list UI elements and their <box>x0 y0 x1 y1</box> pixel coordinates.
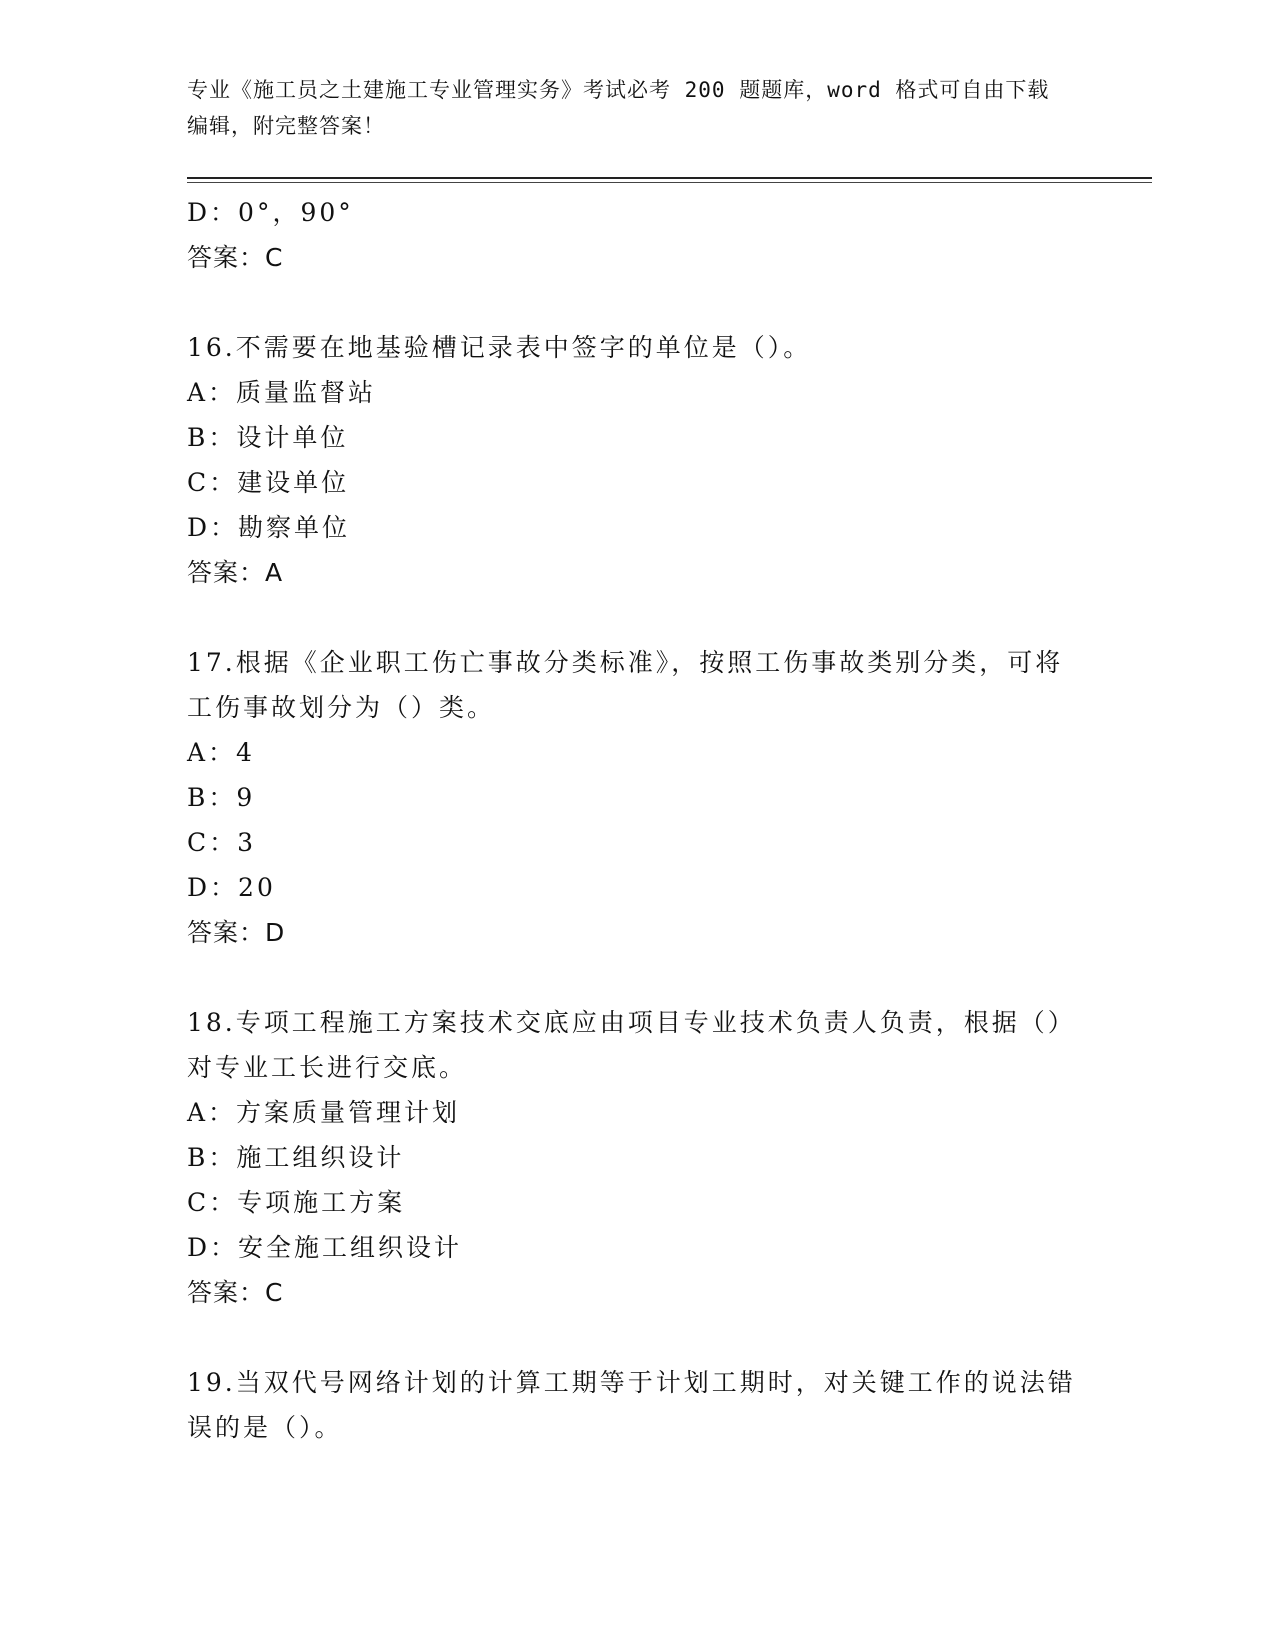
answer-line: 答案：D <box>187 918 286 947</box>
answer-line: 答案：C <box>187 243 284 272</box>
option-a: A：质量监督站 <box>187 378 377 407</box>
answer-line: 答案：A <box>187 558 284 587</box>
question-stem: 16.不需要在地基验槽记录表中签字的单位是（）。 <box>187 333 812 362</box>
option-b: B：设计单位 <box>187 423 349 452</box>
spacer <box>187 1315 1077 1360</box>
question-stem: 19.当双代号网络计划的计算工期等于计划工期时，对关键工作的说法错误的是（）。 <box>187 1368 1076 1442</box>
spacer <box>187 595 1077 640</box>
question-stem: 18.专项工程施工方案技术交底应由项目专业技术负责人负责，根据（）对专业工长进行交底。 <box>187 1008 1076 1082</box>
header-rule-thin <box>187 182 1152 183</box>
option-d: D：20 <box>187 873 276 902</box>
answer-line: 答案：C <box>187 1278 284 1307</box>
question-block <box>187 1360 1077 1450</box>
spacer <box>187 955 1077 1000</box>
question-block <box>187 325 1077 595</box>
option-c: C：建设单位 <box>187 468 350 497</box>
spacer <box>187 280 1077 325</box>
question-content <box>187 190 1077 1450</box>
question-block <box>187 1000 1077 1315</box>
header-rule-thick <box>187 177 1152 179</box>
header-text: 专业《施工员之土建施工专业管理实务》考试必考 200 题题库，word 格式可自由下载编辑，附完整答案！ <box>187 78 1050 138</box>
question-stem: 17.根据《企业职工伤亡事故分类标准》，按照工伤事故类别分类，可将工伤事故划分为（）类。 <box>187 648 1064 722</box>
option-a: A：4 <box>187 738 255 767</box>
page-header <box>187 72 1067 144</box>
option-d: D：安全施工组织设计 <box>187 1233 463 1262</box>
option-d: D：勘察单位 <box>187 513 351 542</box>
option-c: C：3 <box>187 828 257 857</box>
option-d: D：0°，90° <box>187 198 354 227</box>
option-b: B：9 <box>187 783 256 812</box>
option-a: A：方案质量管理计划 <box>187 1098 461 1127</box>
option-b: B：施工组织设计 <box>187 1143 405 1172</box>
option-c: C：专项施工方案 <box>187 1188 406 1217</box>
question-block <box>187 640 1077 955</box>
